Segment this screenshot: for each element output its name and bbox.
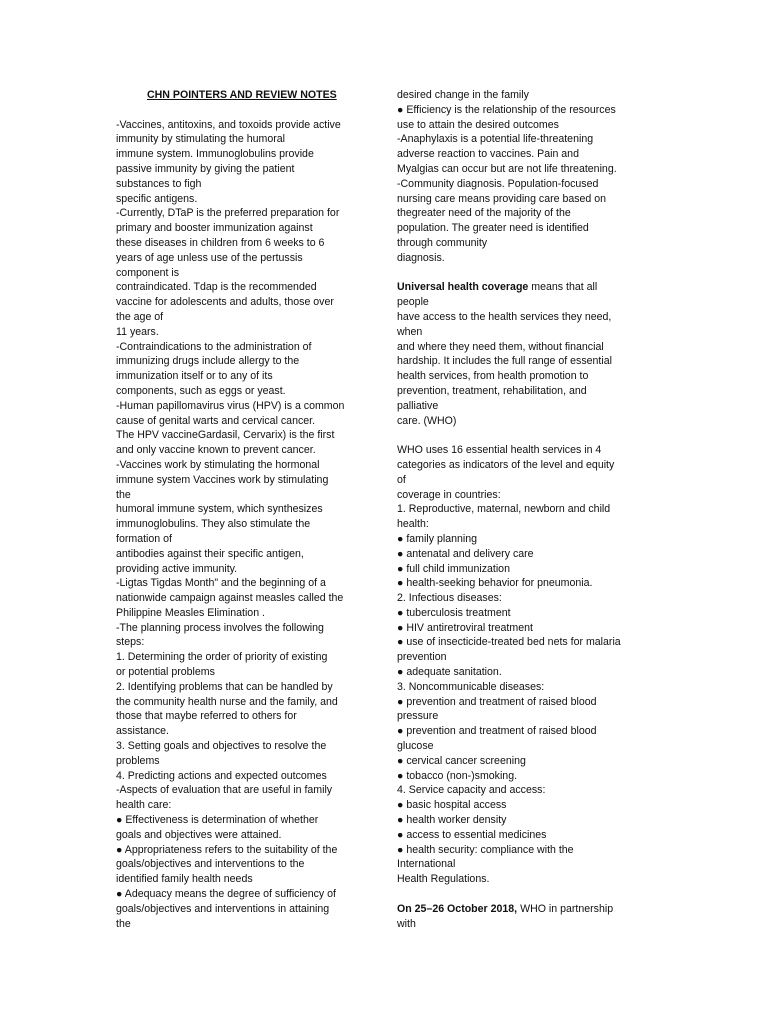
text-line: goals and objectives were attained. bbox=[116, 828, 282, 841]
text-line: those that maybe referred to others for bbox=[116, 710, 297, 723]
text-line: specific antigens. bbox=[116, 192, 198, 205]
text-line: Myalgias can occur but are not life threatening. bbox=[397, 162, 617, 175]
right-column bbox=[397, 88, 657, 931]
uhc-first-line bbox=[397, 280, 657, 295]
text-line: problems bbox=[116, 754, 160, 767]
text-line: 11 years. bbox=[116, 325, 159, 338]
text-line: primary and booster immunization against bbox=[116, 222, 313, 235]
uhc-paragraph bbox=[397, 295, 657, 428]
text-line: of bbox=[397, 473, 406, 486]
text-line: ● health security: compliance with the bbox=[397, 843, 574, 856]
text-line: categories as indicators of the level and equity bbox=[397, 458, 615, 471]
final-paragraph bbox=[397, 917, 657, 932]
text-line: -Contraindications to the administration of bbox=[116, 340, 312, 353]
text-line: components, such as eggs or yeast. bbox=[116, 384, 286, 397]
text-line: hardship. It includes the full range of essential bbox=[397, 355, 612, 368]
text-line: -Vaccines work by stimulating the hormonal bbox=[116, 458, 320, 471]
text-line: 1. Determining the order of priority of existing bbox=[116, 651, 328, 664]
who-indicators-section bbox=[397, 443, 657, 887]
text-line: identified family health needs bbox=[116, 873, 253, 886]
text-line: coverage in countries: bbox=[397, 488, 501, 501]
text-line: formation of bbox=[116, 532, 172, 545]
uhc-first-line-rest: means that all bbox=[528, 281, 598, 294]
text-line: 1. Reproductive, maternal, newborn and child bbox=[397, 503, 611, 516]
text-line: immunity by stimulating the humoral bbox=[116, 133, 285, 146]
text-line: -Aspects of evaluation that are useful in family bbox=[116, 784, 333, 797]
text-line: the age of bbox=[116, 310, 164, 323]
text-line: ● cervical cancer screening bbox=[397, 754, 526, 767]
text-line: prevention, treatment, rehabilitation, and bbox=[397, 384, 587, 397]
text-line: diagnosis. bbox=[397, 251, 445, 264]
text-line: glucose bbox=[397, 740, 434, 753]
text-line: steps: bbox=[116, 636, 145, 649]
final-first-line bbox=[397, 902, 657, 917]
text-line: nursing care means providing care based on bbox=[397, 192, 607, 205]
left-column bbox=[116, 88, 376, 931]
text-line: use to attain the desired outcomes bbox=[397, 118, 559, 131]
text-line: ● adequate sanitation. bbox=[397, 666, 502, 679]
text-line: ● basic hospital access bbox=[397, 799, 507, 812]
text-line: -Ligtas Tigdas Month" and the beginning of a bbox=[116, 577, 326, 590]
text-line: or potential problems bbox=[116, 666, 215, 679]
text-line: ● HIV antiretroviral treatment bbox=[397, 621, 533, 634]
text-line: assistance. bbox=[116, 725, 169, 738]
text-line: immunoglobulins. They also stimulate the bbox=[116, 518, 311, 531]
text-line: immunization itself or to any of its bbox=[116, 370, 273, 383]
text-line: International bbox=[397, 858, 456, 871]
text-line: and where they need them, without financial bbox=[397, 340, 604, 353]
text-line: care. (WHO) bbox=[397, 414, 457, 427]
text-line: 3. Noncommunicable diseases: bbox=[397, 680, 545, 693]
text-line: 2. Identifying problems that can be handled by bbox=[116, 680, 333, 693]
text-line: WHO uses 16 essential health services in 4 bbox=[397, 444, 602, 457]
text-line: desired change in the family bbox=[397, 89, 529, 101]
document-title: CHN POINTERS AND REVIEW NOTES bbox=[147, 89, 337, 101]
text-line: Health Regulations. bbox=[397, 873, 490, 886]
text-line: ● health worker density bbox=[397, 814, 507, 827]
text-line: years of age unless use of the pertussis bbox=[116, 251, 303, 264]
spacer bbox=[397, 266, 657, 281]
text-line: goals/objectives and interventions to the bbox=[116, 858, 305, 871]
text-line: ● prevention and treatment of raised blood bbox=[397, 695, 597, 708]
text-line: component is bbox=[116, 266, 180, 279]
text-line: immune system Vaccines work by stimulating bbox=[116, 473, 329, 486]
text-line: passive immunity by giving the patient bbox=[116, 162, 295, 175]
text-line: -Currently, DTaP is the preferred preparation for bbox=[116, 207, 340, 220]
text-line: with bbox=[397, 917, 416, 930]
text-line: immune system. Immunoglobulins provide bbox=[116, 148, 314, 161]
text-line: ● health-seeking behavior for pneumonia. bbox=[397, 577, 593, 590]
text-line: 4. Predicting actions and expected outcomes bbox=[116, 769, 327, 782]
text-line: Philippine Measles Elimination . bbox=[116, 606, 265, 619]
text-line: thegreater need of the majority of the bbox=[397, 207, 571, 220]
text-line: adverse reaction to vaccines. Pain and bbox=[397, 148, 579, 161]
text-line: ● Appropriateness refers to the suitability of the bbox=[116, 843, 338, 856]
text-line: have access to the health services they need, bbox=[397, 310, 612, 323]
text-line: the bbox=[116, 917, 131, 930]
spacer bbox=[397, 428, 657, 443]
text-line: health: bbox=[397, 518, 429, 531]
text-line: contraindicated. Tdap is the recommended bbox=[116, 281, 317, 294]
text-line: ● Efficiency is the relationship of the resources bbox=[397, 103, 616, 116]
text-line: ● tobacco (non-)smoking. bbox=[397, 769, 518, 782]
text-line: ● use of insecticide-treated bed nets for malaria bbox=[397, 636, 621, 649]
text-line: 4. Service capacity and access: bbox=[397, 784, 546, 797]
final-date: On 25–26 October 2018, bbox=[397, 902, 518, 915]
text-line: when bbox=[397, 325, 423, 338]
text-line: 3. Setting goals and objectives to resolve the bbox=[116, 740, 327, 753]
text-line: through community bbox=[397, 236, 488, 249]
spacer bbox=[397, 887, 657, 902]
text-line: providing active immunity. bbox=[116, 562, 238, 575]
text-line: and only vaccine known to prevent cancer. bbox=[116, 444, 316, 457]
text-line: nationwide campaign against measles called the bbox=[116, 592, 344, 605]
text-line: goals/objectives and interventions in attaining bbox=[116, 902, 330, 915]
right-column-top-text bbox=[397, 88, 657, 266]
text-line: ● family planning bbox=[397, 532, 478, 545]
text-line: -Vaccines, antitoxins, and toxoids provide active bbox=[116, 118, 341, 131]
text-line: pressure bbox=[397, 710, 439, 723]
text-line: population. The greater need is identified bbox=[397, 222, 589, 235]
text-line: health care: bbox=[116, 799, 172, 812]
text-line: cause of genital warts and cervical cancer. bbox=[116, 414, 316, 427]
uhc-term: Universal health coverage bbox=[397, 281, 529, 294]
text-line: ● full child immunization bbox=[397, 562, 510, 575]
text-line: ● Effectiveness is determination of whether bbox=[116, 814, 319, 827]
text-line: ● tuberculosis treatment bbox=[397, 606, 511, 619]
text-line: -Human papillomavirus virus (HPV) is a common bbox=[116, 399, 345, 412]
text-line: palliative bbox=[397, 399, 439, 412]
final-first-line-rest: WHO in partnership bbox=[517, 902, 614, 915]
text-line: health services, from health promotion to bbox=[397, 370, 589, 383]
spacer bbox=[116, 103, 376, 118]
text-line: ● antenatal and delivery care bbox=[397, 547, 534, 560]
text-line: the community health nurse and the family, and bbox=[116, 695, 338, 708]
text-line: prevention bbox=[397, 651, 447, 664]
text-line: these diseases in children from 6 weeks to 6 bbox=[116, 236, 325, 249]
text-line: -The planning process involves the following bbox=[116, 621, 324, 634]
text-line: people bbox=[397, 296, 429, 309]
text-line: vaccine for adolescents and adults, those over bbox=[116, 296, 334, 309]
text-line: ● prevention and treatment of raised blood bbox=[397, 725, 597, 738]
text-line: immunizing drugs include allergy to the bbox=[116, 355, 300, 368]
text-line: -Community diagnosis. Population-focused bbox=[397, 177, 599, 190]
text-line: the bbox=[116, 488, 131, 501]
text-line: humoral immune system, which synthesizes bbox=[116, 503, 323, 516]
text-line: ● Adequacy means the degree of sufficiency of bbox=[116, 888, 336, 901]
text-line: 2. Infectious diseases: bbox=[397, 592, 502, 605]
text-line: antibodies against their specific antigen, bbox=[116, 547, 304, 560]
left-column-text bbox=[116, 118, 376, 932]
text-line: ● access to essential medicines bbox=[397, 828, 547, 841]
text-line: substances to figh bbox=[116, 177, 202, 190]
text-line: The HPV vaccineGardasil, Cervarix) is the first bbox=[116, 429, 335, 442]
text-line: -Anaphylaxis is a potential life-threatening bbox=[397, 133, 594, 146]
